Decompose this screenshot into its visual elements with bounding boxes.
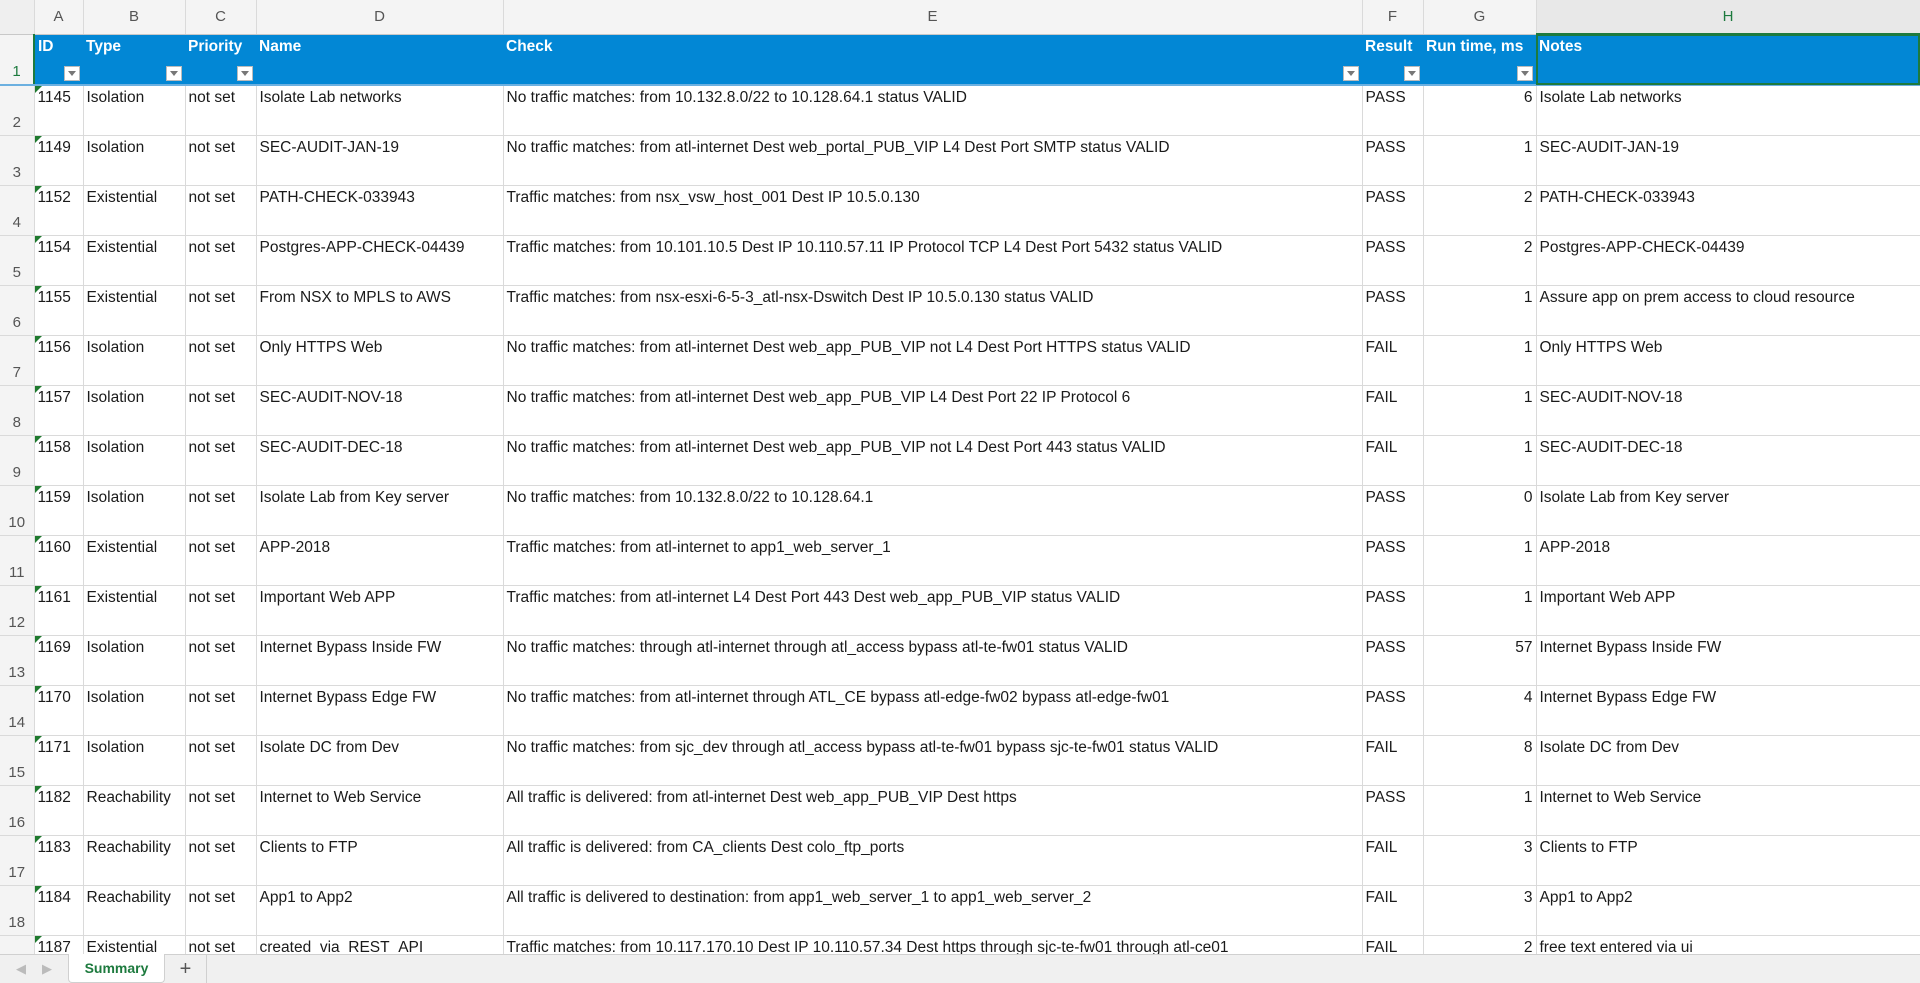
header-cell[interactable] (1362, 34, 1423, 85)
row-number[interactable]: 2 (0, 85, 34, 135)
type-cell[interactable]: Isolation (83, 385, 185, 435)
sheet-tab-bar (0, 954, 1920, 983)
notes-cell[interactable]: Postgres-APP-CHECK-04439 (1536, 235, 1920, 285)
check-cell[interactable]: No traffic matches: from sjc_dev through atl_access bypass atl-te-fw01 bypass sjc-te-fw01 status VALID (503, 735, 1362, 785)
row-number[interactable]: 1 (0, 34, 34, 85)
type-cell[interactable]: Isolation (83, 735, 185, 785)
row-number[interactable]: 17 (0, 835, 34, 885)
table-row (0, 885, 1920, 935)
run-time-cell[interactable]: 0 (1423, 485, 1536, 535)
header-cell[interactable] (1423, 34, 1536, 85)
name-cell[interactable]: created_via_REST_API (256, 935, 503, 954)
priority-cell[interactable]: not set (185, 235, 256, 285)
notes-cell[interactable]: Only HTTPS Web (1536, 335, 1920, 385)
check-cell[interactable]: Traffic matches: from 10.117.170.10 Dest IP 10.110.57.34 Dest https through sjc-te-fw01 through atl-ce01 (503, 935, 1362, 954)
table-row (0, 85, 1920, 135)
row-number[interactable]: 16 (0, 785, 34, 835)
check-cell[interactable]: All traffic is delivered: from CA_clients Dest colo_ftp_ports (503, 835, 1362, 885)
priority-cell[interactable]: not set (185, 435, 256, 485)
add-sheet-button[interactable]: + (165, 955, 207, 983)
header-label: ID (38, 37, 54, 55)
run-time-cell[interactable]: 1 (1423, 785, 1536, 835)
run-time-cell[interactable]: 1 (1423, 135, 1536, 185)
result-cell[interactable]: FAIL (1362, 335, 1423, 385)
notes-cell[interactable]: PATH-CHECK-033943 (1536, 185, 1920, 235)
table-row (0, 185, 1920, 235)
check-cell[interactable]: Traffic matches: from nsx_vsw_host_001 Dest IP 10.5.0.130 (503, 185, 1362, 235)
name-cell[interactable]: Isolate Lab networks (256, 85, 503, 135)
header-cell[interactable] (34, 34, 83, 85)
table-row (0, 935, 1920, 954)
name-cell[interactable]: SEC-AUDIT-JAN-19 (256, 135, 503, 185)
header-label: Notes (1539, 38, 1583, 55)
id-cell[interactable]: 1169 (34, 635, 83, 685)
header-cell[interactable] (503, 34, 1362, 85)
filter-dropdown-icon[interactable] (166, 66, 182, 81)
column-header-g[interactable]: G (1423, 0, 1536, 34)
table-row (0, 635, 1920, 685)
notes-cell[interactable]: Clients to FTP (1536, 835, 1920, 885)
row-number[interactable]: 3 (0, 135, 34, 185)
row-number[interactable]: 9 (0, 435, 34, 485)
check-cell[interactable]: No traffic matches: through atl-internet through atl_access bypass atl-te-fw01 status VALID (503, 635, 1362, 685)
name-cell[interactable]: Clients to FTP (256, 835, 503, 885)
row-number[interactable]: 14 (0, 685, 34, 735)
priority-cell[interactable]: not set (185, 135, 256, 185)
type-cell[interactable]: Isolation (83, 435, 185, 485)
filter-dropdown-icon[interactable] (64, 66, 80, 81)
id-cell[interactable]: 1184 (34, 885, 83, 935)
id-cell[interactable]: 1183 (34, 835, 83, 885)
notes-cell[interactable]: Assure app on prem access to cloud resource (1536, 285, 1920, 335)
id-cell[interactable]: 1187 (34, 935, 83, 954)
notes-cell[interactable]: Important Web APP (1536, 585, 1920, 635)
column-header-c[interactable]: C (185, 0, 256, 34)
result-cell[interactable]: PASS (1362, 785, 1423, 835)
type-cell[interactable]: Existential (83, 185, 185, 235)
result-cell[interactable]: FAIL (1362, 735, 1423, 785)
result-cell[interactable]: PASS (1362, 135, 1423, 185)
type-cell[interactable]: Existential (83, 935, 185, 954)
priority-cell[interactable]: not set (185, 785, 256, 835)
type-cell[interactable]: Existential (83, 535, 185, 585)
result-cell[interactable]: FAIL (1362, 835, 1423, 885)
row-number[interactable]: 13 (0, 635, 34, 685)
notes-cell[interactable]: App1 to App2 (1536, 885, 1920, 935)
id-cell[interactable]: 1149 (34, 135, 83, 185)
header-label: Result (1365, 37, 1413, 55)
row-number[interactable]: 18 (0, 885, 34, 935)
priority-cell[interactable]: not set (185, 335, 256, 385)
table-row (0, 685, 1920, 735)
type-cell[interactable]: Existential (83, 585, 185, 635)
result-cell[interactable]: PASS (1362, 535, 1423, 585)
notes-cell[interactable]: SEC-AUDIT-JAN-19 (1536, 135, 1920, 185)
id-cell[interactable]: 1161 (34, 585, 83, 635)
type-cell[interactable]: Isolation (83, 635, 185, 685)
check-cell[interactable]: No traffic matches: from atl-internet Dest web_app_PUB_VIP not L4 Dest Port HTTPS status VALID (503, 335, 1362, 385)
type-cell[interactable]: Isolation (83, 685, 185, 735)
sheet-tab-summary[interactable]: Summary (68, 954, 165, 983)
table-row (0, 835, 1920, 885)
id-cell[interactable]: 1155 (34, 285, 83, 335)
row-number[interactable]: 10 (0, 485, 34, 535)
priority-cell[interactable]: not set (185, 185, 256, 235)
notes-cell[interactable]: Internet Bypass Edge FW (1536, 685, 1920, 735)
column-header-f[interactable]: F (1362, 0, 1423, 34)
notes-cell[interactable]: Isolate Lab networks (1536, 85, 1920, 135)
check-cell[interactable]: No traffic matches: from atl-internet Dest web_app_PUB_VIP not L4 Dest Port 443 status VALID (503, 435, 1362, 485)
row-number[interactable]: 4 (0, 185, 34, 235)
check-cell[interactable]: Traffic matches: from 10.101.10.5 Dest IP 10.110.57.11 IP Protocol TCP L4 Dest Port 5432 status VALID (503, 235, 1362, 285)
column-header-d[interactable]: D (256, 0, 503, 34)
id-cell[interactable]: 1152 (34, 185, 83, 235)
priority-cell[interactable]: not set (185, 85, 256, 135)
priority-cell[interactable]: not set (185, 835, 256, 885)
name-cell[interactable]: App1 to App2 (256, 885, 503, 935)
check-cell[interactable]: Traffic matches: from atl-internet L4 Dest Port 443 Dest web_app_PUB_VIP status VALID (503, 585, 1362, 635)
row-number[interactable] (0, 935, 34, 954)
id-cell[interactable]: 1159 (34, 485, 83, 535)
id-cell[interactable]: 1157 (34, 385, 83, 435)
priority-cell[interactable]: not set (185, 735, 256, 785)
table-row (0, 735, 1920, 785)
run-time-cell[interactable]: 57 (1423, 635, 1536, 685)
row-number[interactable]: 5 (0, 235, 34, 285)
priority-cell[interactable]: not set (185, 935, 256, 954)
priority-cell[interactable]: not set (185, 535, 256, 585)
priority-cell[interactable]: not set (185, 485, 256, 535)
row-number[interactable]: 11 (0, 535, 34, 585)
check-cell[interactable]: All traffic is delivered to destination: from app1_web_server_1 to app1_web_server_2 (503, 885, 1362, 935)
check-cell[interactable]: All traffic is delivered: from atl-internet Dest web_app_PUB_VIP Dest https (503, 785, 1362, 835)
header-label: Run time, ms (1426, 37, 1524, 55)
notes-cell[interactable]: SEC-AUDIT-DEC-18 (1536, 435, 1920, 485)
header-label: Type (86, 37, 122, 55)
name-cell[interactable]: SEC-AUDIT-DEC-18 (256, 435, 503, 485)
type-cell[interactable]: Reachability (83, 885, 185, 935)
column-header-h[interactable]: H (1536, 0, 1920, 34)
type-cell[interactable]: Isolation (83, 135, 185, 185)
type-cell[interactable]: Isolation (83, 85, 185, 135)
filter-dropdown-icon[interactable] (1517, 66, 1533, 81)
name-cell[interactable]: From NSX to MPLS to AWS (256, 285, 503, 335)
filter-dropdown-icon[interactable] (1343, 66, 1359, 81)
result-cell[interactable]: PASS (1362, 85, 1423, 135)
table-row (0, 485, 1920, 535)
table-row (0, 585, 1920, 635)
result-cell[interactable]: FAIL (1362, 435, 1423, 485)
result-cell[interactable]: PASS (1362, 285, 1423, 335)
column-header-b[interactable]: B (83, 0, 185, 34)
name-cell[interactable]: Internet to Web Service (256, 785, 503, 835)
header-cell[interactable] (83, 34, 185, 85)
id-cell[interactable]: 1182 (34, 785, 83, 835)
priority-cell[interactable]: not set (185, 685, 256, 735)
id-cell[interactable]: 1145 (34, 85, 83, 135)
sheet-nav (0, 955, 68, 983)
id-cell[interactable]: 1171 (34, 735, 83, 785)
run-time-cell[interactable]: 1 (1423, 535, 1536, 585)
name-cell[interactable]: APP-2018 (256, 535, 503, 585)
next-sheet-icon[interactable]: ▶ (42, 961, 52, 976)
priority-cell[interactable]: not set (185, 285, 256, 335)
name-cell[interactable]: Only HTTPS Web (256, 335, 503, 385)
run-time-cell[interactable]: 2 (1423, 235, 1536, 285)
row-number[interactable]: 12 (0, 585, 34, 635)
run-time-cell[interactable]: 2 (1423, 185, 1536, 235)
table-row (0, 535, 1920, 585)
table-row (0, 785, 1920, 835)
header-cell[interactable] (185, 34, 256, 85)
id-cell[interactable]: 1170 (34, 685, 83, 735)
notes-cell[interactable]: Internet to Web Service (1536, 785, 1920, 835)
name-cell[interactable]: Postgres-APP-CHECK-04439 (256, 235, 503, 285)
run-time-cell[interactable]: 3 (1423, 835, 1536, 885)
name-cell[interactable]: Important Web APP (256, 585, 503, 635)
column-header-e[interactable]: E (503, 0, 1362, 34)
check-cell[interactable]: Traffic matches: from atl-internet to app1_web_server_1 (503, 535, 1362, 585)
check-cell[interactable]: No traffic matches: from atl-internet Dest web_portal_PUB_VIP L4 Dest Port SMTP status VALID (503, 135, 1362, 185)
check-cell[interactable]: Traffic matches: from nsx-esxi-6-5-3_atl-nsx-Dswitch Dest IP 10.5.0.130 status VALID (503, 285, 1362, 335)
result-cell[interactable]: PASS (1362, 235, 1423, 285)
run-time-cell[interactable]: 6 (1423, 85, 1536, 135)
table-row (0, 385, 1920, 435)
notes-cell[interactable]: Isolate Lab from Key server (1536, 485, 1920, 535)
run-time-cell[interactable]: 8 (1423, 735, 1536, 785)
filter-dropdown-icon[interactable] (1404, 66, 1420, 81)
header-cell[interactable] (256, 34, 503, 85)
check-cell[interactable]: No traffic matches: from 10.132.8.0/22 to 10.128.64.1 status VALID (503, 85, 1362, 135)
notes-cell[interactable]: SEC-AUDIT-NOV-18 (1536, 385, 1920, 435)
type-cell[interactable]: Existential (83, 235, 185, 285)
table-row (0, 435, 1920, 485)
row-number[interactable]: 15 (0, 735, 34, 785)
id-cell[interactable]: 1160 (34, 535, 83, 585)
id-cell[interactable]: 1158 (34, 435, 83, 485)
result-cell[interactable]: FAIL (1362, 885, 1423, 935)
priority-cell[interactable]: not set (185, 585, 256, 635)
prev-sheet-icon[interactable]: ◀ (16, 961, 26, 976)
run-time-cell[interactable]: 1 (1423, 335, 1536, 385)
notes-cell[interactable]: APP-2018 (1536, 535, 1920, 585)
notes-cell[interactable]: Internet Bypass Inside FW (1536, 635, 1920, 685)
row-number[interactable]: 8 (0, 385, 34, 435)
name-cell[interactable]: SEC-AUDIT-NOV-18 (256, 385, 503, 435)
result-cell[interactable]: PASS (1362, 185, 1423, 235)
check-cell[interactable]: No traffic matches: from atl-internet through ATL_CE bypass atl-edge-fw02 bypass atl-edge-fw01 (503, 685, 1362, 735)
name-cell[interactable]: Isolate Lab from Key server (256, 485, 503, 535)
priority-cell[interactable]: not set (185, 635, 256, 685)
result-cell[interactable]: PASS (1362, 485, 1423, 535)
name-cell[interactable]: PATH-CHECK-033943 (256, 185, 503, 235)
priority-cell[interactable]: not set (185, 885, 256, 935)
name-cell[interactable]: Internet Bypass Edge FW (256, 685, 503, 735)
table-row (0, 135, 1920, 185)
type-cell[interactable]: Reachability (83, 835, 185, 885)
column-header-a[interactable]: A (34, 0, 83, 34)
table-row (0, 335, 1920, 385)
name-cell[interactable]: Isolate DC from Dev (256, 735, 503, 785)
row-number[interactable]: 7 (0, 335, 34, 385)
type-cell[interactable]: Isolation (83, 485, 185, 535)
run-time-cell[interactable]: 4 (1423, 685, 1536, 735)
name-cell[interactable]: Internet Bypass Inside FW (256, 635, 503, 685)
filter-dropdown-icon[interactable] (237, 66, 253, 81)
notes-cell[interactable]: free text entered via ui (1536, 935, 1920, 954)
check-cell[interactable]: No traffic matches: from atl-internet Dest web_app_PUB_VIP L4 Dest Port 22 IP Protocol 6 (503, 385, 1362, 435)
select-all-corner[interactable] (0, 0, 34, 34)
run-time-cell[interactable]: 1 (1423, 385, 1536, 435)
run-time-cell[interactable]: 1 (1423, 435, 1536, 485)
result-cell[interactable]: FAIL (1362, 385, 1423, 435)
header-cell[interactable] (1536, 34, 1920, 85)
id-cell[interactable]: 1154 (34, 235, 83, 285)
result-cell[interactable]: PASS (1362, 635, 1423, 685)
row-number[interactable]: 6 (0, 285, 34, 335)
type-cell[interactable]: Reachability (83, 785, 185, 835)
run-time-cell[interactable]: 1 (1423, 585, 1536, 635)
run-time-cell[interactable]: 1 (1423, 285, 1536, 335)
type-cell[interactable]: Existential (83, 285, 185, 335)
header-label: Check (506, 37, 553, 55)
table-row (0, 235, 1920, 285)
type-cell[interactable]: Isolation (83, 335, 185, 385)
id-cell[interactable]: 1156 (34, 335, 83, 385)
header-label: Priority (188, 37, 243, 55)
check-cell[interactable]: No traffic matches: from 10.132.8.0/22 to 10.128.64.1 (503, 485, 1362, 535)
header-label: Name (259, 37, 302, 55)
result-cell[interactable]: PASS (1362, 585, 1423, 635)
notes-cell[interactable]: Isolate DC from Dev (1536, 735, 1920, 785)
result-cell[interactable]: PASS (1362, 685, 1423, 735)
priority-cell[interactable]: not set (185, 385, 256, 435)
table-row (0, 285, 1920, 335)
result-cell[interactable]: FAIL (1362, 935, 1423, 954)
run-time-cell[interactable]: 2 (1423, 935, 1536, 954)
run-time-cell[interactable]: 3 (1423, 885, 1536, 935)
